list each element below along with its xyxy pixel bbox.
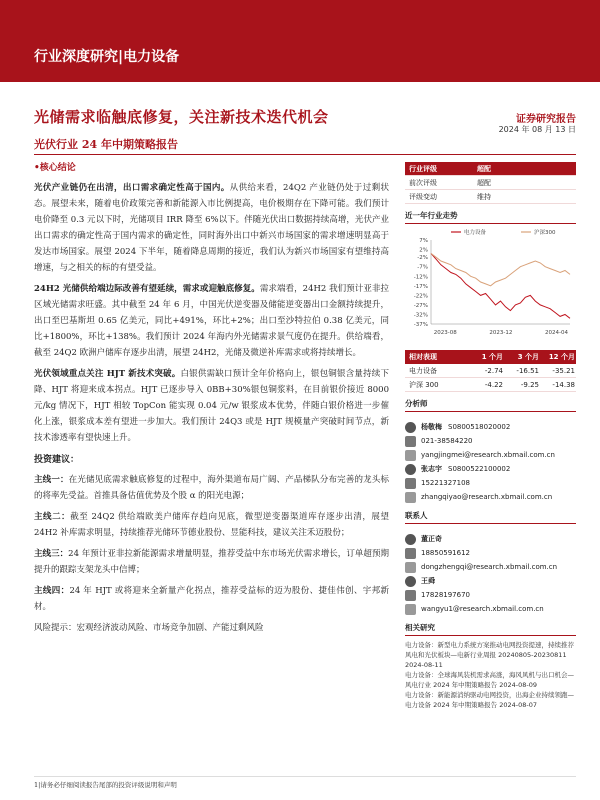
mainline-label: 主线二： (34, 512, 71, 522)
analyst-phone: 15221327108 (421, 479, 470, 487)
mainline-text: 截至 24Q2 供给端欧美户储库存趋向见底，微型逆变器渠道库存逐步出清，展望 24H2 补库需求明显，持续推荐光储环节德业股份、昱能科技，建议关注禾迈股份； (34, 512, 389, 538)
contact-email[interactable]: dongzhengqi@research.xbmail.com.cn (421, 563, 558, 571)
perf-cell: -4.22 (484, 380, 503, 389)
rating-header (405, 162, 576, 176)
banner-title: 行业深度研究|电力设备 (34, 49, 180, 65)
legend-label: 电力设备 (464, 230, 487, 236)
report-type: 证券研究报告 (516, 114, 576, 125)
perf-cell: 电力设备 (409, 366, 437, 375)
perf-cell: -9.25 (520, 380, 539, 389)
rating-label: 行业评级 (409, 164, 437, 173)
related-item[interactable]: 电力设备：全球海风装机需求高涨，海风风机与出口机会—风电行业 2024 年中期策略报告 2024-08-09 (405, 671, 574, 689)
y-tick-label: -37% (413, 322, 428, 328)
analyst-cert: S0800522100002 (448, 465, 511, 473)
mail-icon (405, 492, 416, 503)
contact-phone: 17828197670 (421, 591, 470, 599)
analyst-cert: S0800518020002 (448, 423, 511, 431)
y-tick-label: -12% (413, 274, 428, 281)
mainline-text: 24 年 HJT 或将迎来全新量产化拐点，推荐受益标的迈为股份、捷佳伟创、宇邦新材。 (34, 586, 389, 612)
contact-line (405, 546, 576, 560)
header-banner (0, 0, 600, 82)
analyst-line (405, 462, 576, 476)
analyst-email[interactable]: zhangqiyao@research.xbmail.com.cn (421, 493, 553, 501)
x-tick-label: 2023-08 (433, 330, 457, 336)
series-line-0 (431, 253, 570, 318)
related-item[interactable]: 电力设备：新型电力系统方案推动电网投资提速，持续推荐风电和光伏板块—电新行业周报 20240805-20230811 2024-08-11 (405, 641, 574, 669)
mainline (34, 546, 389, 578)
contact-block (405, 532, 576, 616)
paragraph-text: 白银供需缺口预计全年价格向上，银包铜银含量持续下降、HJT 将迎来成本拐点。HJT 已逐步导入 0BB+30%银包铜浆料，在目前银价接近 8000 元/kg 情况下，HJT 相较 TopCon 能实现 0.04 元/w 银浆成本优势，伴随白银价格进一步催化上涨，银浆成本差有望进一步加大。我们预计 24Q3 或是 HJT 规模量产突破时间节点，新技术渗透率有望快速上升。 (34, 369, 389, 443)
related-list (405, 640, 576, 710)
rating-row-label: 前次评级 (409, 178, 437, 187)
paragraph-lead: 光伏产业链仍在出清，出口需求确定性高于国内。 (34, 183, 230, 193)
mainline-label: 主线四： (34, 586, 70, 596)
analyst-line (405, 448, 576, 462)
title-divider (34, 154, 576, 155)
perf-row (405, 378, 576, 392)
paragraph (34, 281, 389, 361)
contact-line (405, 602, 576, 616)
main-body (34, 180, 389, 641)
trend-title: 近一年行业走势 (405, 210, 576, 224)
analysts-title: 分析师 (405, 398, 576, 412)
paragraph-lead: 光伏领域重点关注 HJT 新技术突破。 (34, 369, 181, 379)
phone-icon (405, 548, 416, 559)
legend-label: 沪深300 (534, 230, 556, 236)
contact-line (405, 574, 576, 588)
trend-chart (405, 226, 576, 338)
risk-note: 风险提示：宏观经济波动风险、市场竞争加剧、产能过剩风险 (34, 623, 264, 633)
y-tick-label: -7% (417, 264, 428, 271)
related-item[interactable]: 电力设备：新能源消纳驱动电网投资，出海企业持续领跑—电力设备 2024 年中期策略报告 2024-08-07 (405, 691, 574, 709)
mail-icon (405, 450, 416, 461)
perf-cell: -16.51 (516, 366, 539, 375)
contact-line (405, 588, 576, 602)
mainline (34, 509, 389, 541)
phone-icon (405, 436, 416, 447)
analyst-line (405, 490, 576, 504)
y-tick-label: -27% (413, 302, 428, 309)
perf-head-cell: 12 个月 (548, 353, 575, 361)
perf-header (405, 350, 576, 364)
invest-title: 投资建议： (34, 455, 80, 465)
contacts-title: 联系人 (405, 510, 576, 524)
rating-row (405, 190, 576, 204)
contact-name: 董正奇 (421, 535, 442, 543)
rating-row-value: 维持 (477, 192, 491, 201)
perf-head-cell: 1 个月 (481, 353, 503, 361)
rating-value: 超配 (477, 164, 491, 173)
footer-disclaimer: 1|请务必仔细阅读报告尾部的投资评级说明和声明 (34, 781, 177, 789)
phone-icon (405, 478, 416, 489)
report-title: 光储需求临触底修复，关注新技术迭代机会 (34, 108, 329, 126)
analyst-line (405, 434, 576, 448)
y-tick-label: 2% (419, 247, 428, 254)
phone-icon (405, 590, 416, 601)
analyst-name: 杨敬梅 (421, 423, 442, 431)
series-line-1 (431, 253, 570, 285)
analyst-name: 张志宇 (421, 465, 442, 473)
x-tick-label: 2024-04 (544, 330, 568, 336)
contact-phone: 18850591612 (421, 549, 470, 557)
perf-cell: -2.74 (484, 366, 503, 375)
analyst-line (405, 420, 576, 434)
y-tick-label: -22% (413, 293, 428, 300)
mainline-text: 24 年预计亚非拉新能源需求增量明显，推荐受益中东市场光伏需求增长，订单超预期提升的跟踪支架龙头中信博； (34, 549, 389, 575)
related-title: 相关研究 (405, 622, 576, 636)
mail-icon (405, 562, 416, 573)
paragraph (34, 366, 389, 446)
trend-chart-svg (405, 226, 576, 338)
paragraph-lead: 24H2 光储供给端边际改善有望延续，需求或迎触底修复。 (34, 284, 260, 294)
rating-row-label: 评级变动 (409, 192, 437, 201)
contact-line (405, 560, 576, 574)
person-icon (405, 576, 416, 587)
perf-row (405, 364, 576, 378)
y-tick-label: -2% (417, 255, 428, 262)
perf-head-cell: 相对表现 (409, 353, 437, 361)
y-tick-label: -32% (413, 312, 428, 319)
mainline-text: 在光储见底需求触底修复的过程中，海外渠道布局广阔、产品梯队分布完善的龙头标的将率先受益。首推具备估值优势及个股 α 的阳光电源； (34, 475, 389, 501)
perf-cell: -35.21 (552, 366, 575, 375)
person-icon (405, 534, 416, 545)
analyst-line (405, 476, 576, 490)
rating-row-value: 超配 (477, 178, 491, 187)
perf-head-cell: 3 个月 (517, 353, 539, 361)
sidebar (405, 162, 576, 710)
y-tick-label: -17% (413, 283, 428, 290)
mainline (34, 583, 389, 615)
person-icon (405, 464, 416, 475)
contact-line (405, 532, 576, 546)
contact-name: 王舜 (421, 577, 435, 585)
x-tick-label: 2023-12 (489, 330, 513, 336)
footer-divider (34, 776, 576, 777)
paragraph-text: 从供给来看，24Q2 产业链仍处于过剩状态。展望未来，随着电价政策完善和新能源入市比例提高，电价极期存在下降可能。我们预计电价降至 0.3 元以下时，光储项目 IRR 降至 6%以下。伴随光伏出口数据持续高增，光伏产业出口需求的确定性高于国内需求的确定性，同时海外出口中新兴市场国家的需求增速明显高于发达市场国家。展望 2024 下半年，随着降息周期的接近，我们认为新兴市场国家有望维持高增速，与之相关的标的有望受益。 (34, 183, 389, 273)
paragraph-text: 需求端看，24H2 我们预计亚非拉区域光储需求旺盛。其中截至 24 年 6 月，中国光伏逆变器及储能逆变器出口金额持续提升，出口至巴基斯坦 0.65 亿美元，同比+491%，环比+2%；出口至沙特拉伯 0.38 亿美元，同比+1800%，环比+138%。我们预计 2024 年海内外光储需求景气度仍在提升。供给端看，截至 24Q2 欧洲户储库存逐步出清，展望 24H2，光储及微逆补库需求或将持续增长。 (34, 284, 389, 358)
rating-row (405, 176, 576, 190)
report-subtitle: 光伏行业 24 年中期策略报告 (34, 138, 178, 151)
mail-icon (405, 604, 416, 615)
report-date: 2024 年 08 月 13 日 (498, 125, 576, 134)
person-icon (405, 422, 416, 433)
mainline-label: 主线一： (34, 475, 69, 485)
analyst-block (405, 420, 576, 504)
paragraph (34, 180, 389, 276)
perf-cell: -14.38 (552, 380, 575, 389)
mainline (34, 472, 389, 504)
mainline-label: 主线三： (34, 549, 69, 559)
contact-email[interactable]: wangyu1@research.xbmail.com.cn (421, 605, 544, 613)
core-conclusion-tag: •核心结论 (34, 163, 76, 173)
analyst-email[interactable]: yangjingmei@research.xbmail.com.cn (421, 451, 555, 459)
perf-cell: 沪深 300 (409, 380, 439, 389)
y-tick-label: 7% (419, 238, 428, 244)
analyst-phone: 021-38584220 (421, 437, 473, 445)
